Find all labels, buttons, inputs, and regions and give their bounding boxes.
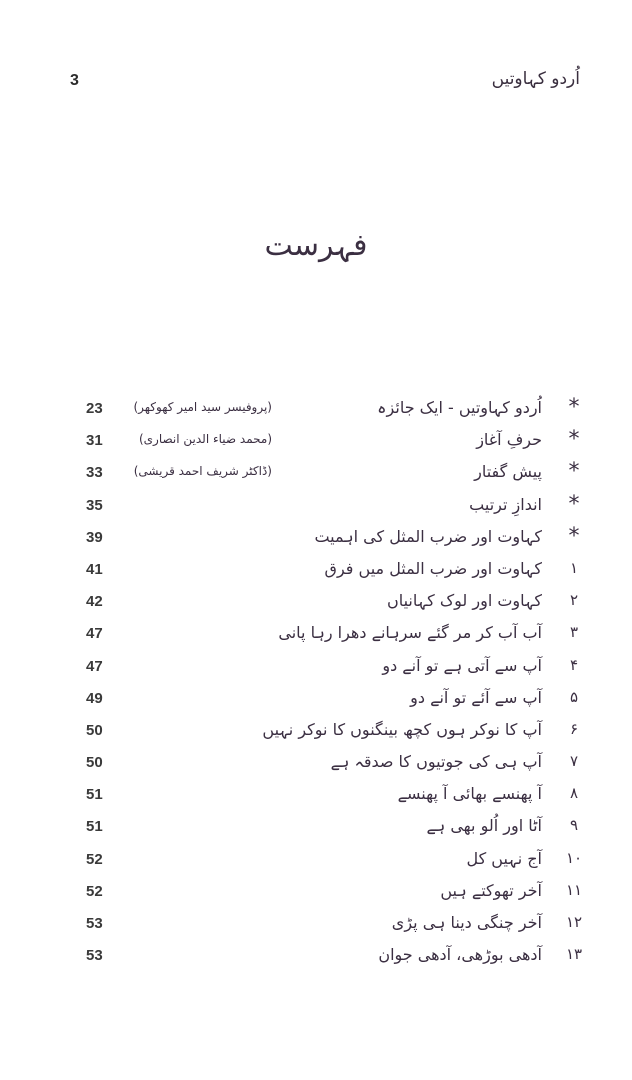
toc-entry xyxy=(0,909,632,941)
toc-entry xyxy=(0,491,632,523)
entry-page-number: 35 xyxy=(86,496,103,514)
table-of-contents xyxy=(0,394,632,973)
contents-title: فہرست xyxy=(264,228,368,263)
entry-number: ۴ xyxy=(569,655,579,674)
entry-title: پیش گفتار xyxy=(474,462,542,482)
entry-number: ۱۲ xyxy=(565,913,583,931)
entry-number: ۹ xyxy=(569,816,579,835)
entry-page-number: 50 xyxy=(86,754,103,772)
entry-title: آج نہیں کل xyxy=(466,848,542,868)
entry-number: ۲ xyxy=(569,591,579,610)
entry-number: ۱۰ xyxy=(565,848,583,867)
toc-entry xyxy=(0,394,632,426)
toc-entry xyxy=(0,716,632,748)
entry-title: آب آب کر مر گئے سرہانے دھرا رہا پانی xyxy=(278,623,542,643)
entry-page-number: 31 xyxy=(86,432,103,450)
asterisk-bullet: * xyxy=(568,523,580,549)
entry-page-number: 53 xyxy=(86,947,103,965)
toc-entry xyxy=(0,812,632,844)
asterisk-bullet: * xyxy=(568,427,580,453)
toc-entry xyxy=(0,652,632,684)
entry-page-number: 51 xyxy=(86,786,103,804)
entry-number: ۳ xyxy=(569,623,579,642)
entry-title: آپ کا نوکر ہوں کچھ بینگنوں کا نوکر نہیں xyxy=(262,719,542,739)
entry-author: (پروفیسر سید امیر کھوکھر) xyxy=(133,400,272,414)
entry-page-number: 52 xyxy=(86,850,103,868)
toc-entry xyxy=(0,426,632,458)
entry-title: آخر تھوکتے ہیں xyxy=(440,880,542,900)
entry-title: آخر چنگی دینا ہی پڑی xyxy=(391,913,542,932)
running-header-title: اُردو کہاوتیں xyxy=(491,69,580,89)
toc-entry xyxy=(0,780,632,812)
toc-entry xyxy=(0,619,632,651)
entry-title: اُردو کہاوتیں - ایک جائزہ xyxy=(377,398,542,417)
entry-title: آپ سے آتی ہے تو آنے دو xyxy=(382,655,542,675)
entry-number: ۱۳ xyxy=(565,945,583,964)
page-number: 3 xyxy=(70,72,79,89)
entry-page-number: 51 xyxy=(86,818,103,836)
entry-title: آپ سے آئے تو آنے دو xyxy=(410,687,542,707)
entry-page-number: 52 xyxy=(86,882,103,900)
toc-entry xyxy=(0,748,632,780)
entry-page-number: 47 xyxy=(86,625,103,643)
entry-author: (ڈاکٹر شریف احمد قریشی) xyxy=(133,464,272,479)
toc-entry xyxy=(0,845,632,877)
entry-page-number: 53 xyxy=(86,915,103,932)
asterisk-bullet: * xyxy=(568,491,580,517)
entry-title: حرفِ آغاز xyxy=(476,430,542,450)
entry-number: ۸ xyxy=(569,784,579,803)
entry-page-number: 33 xyxy=(86,464,103,482)
entry-number: ۱۱ xyxy=(565,880,583,899)
entry-number: ۶ xyxy=(569,719,579,738)
entry-number: ۷ xyxy=(569,752,579,771)
asterisk-bullet: * xyxy=(568,395,580,420)
toc-entry xyxy=(0,523,632,555)
entry-title: آپ ہی کی جوتیوں کا صدقہ ہے xyxy=(330,752,542,772)
toc-entry xyxy=(0,587,632,619)
entry-page-number: 49 xyxy=(86,689,103,707)
asterisk-bullet: * xyxy=(568,459,580,485)
entry-author: (محمد ضیاء الدین انصاری) xyxy=(138,432,272,447)
entry-page-number: 41 xyxy=(86,560,103,578)
entry-page-number: 42 xyxy=(86,593,103,611)
entry-title: آ پھنسے بھائی آ پھنسے xyxy=(397,784,542,804)
entry-title: آٹا اور اُلو بھی ہے xyxy=(426,816,542,836)
entry-title: کہاوت اور ضرب المثل کی اہمیت xyxy=(314,526,542,546)
toc-entry xyxy=(0,941,632,973)
toc-entry xyxy=(0,555,632,587)
entry-title: کہاوت اور لوک کہانیاں xyxy=(386,591,542,611)
toc-entry xyxy=(0,458,632,490)
entry-page-number: 47 xyxy=(86,657,103,675)
entry-title: کہاوت اور ضرب المثل میں فرق xyxy=(324,558,542,578)
entry-page-number: 50 xyxy=(86,721,103,739)
toc-entry xyxy=(0,877,632,909)
entry-page-number: 23 xyxy=(86,400,103,417)
entry-number: ۵ xyxy=(569,687,579,706)
entry-number: ۱ xyxy=(569,558,579,577)
entry-title: اندازِ ترتیب xyxy=(469,494,542,514)
entry-page-number: 39 xyxy=(86,528,103,546)
entry-title: آدھی بوڑھی، آدھی جوان xyxy=(378,945,542,965)
toc-entry xyxy=(0,684,632,716)
